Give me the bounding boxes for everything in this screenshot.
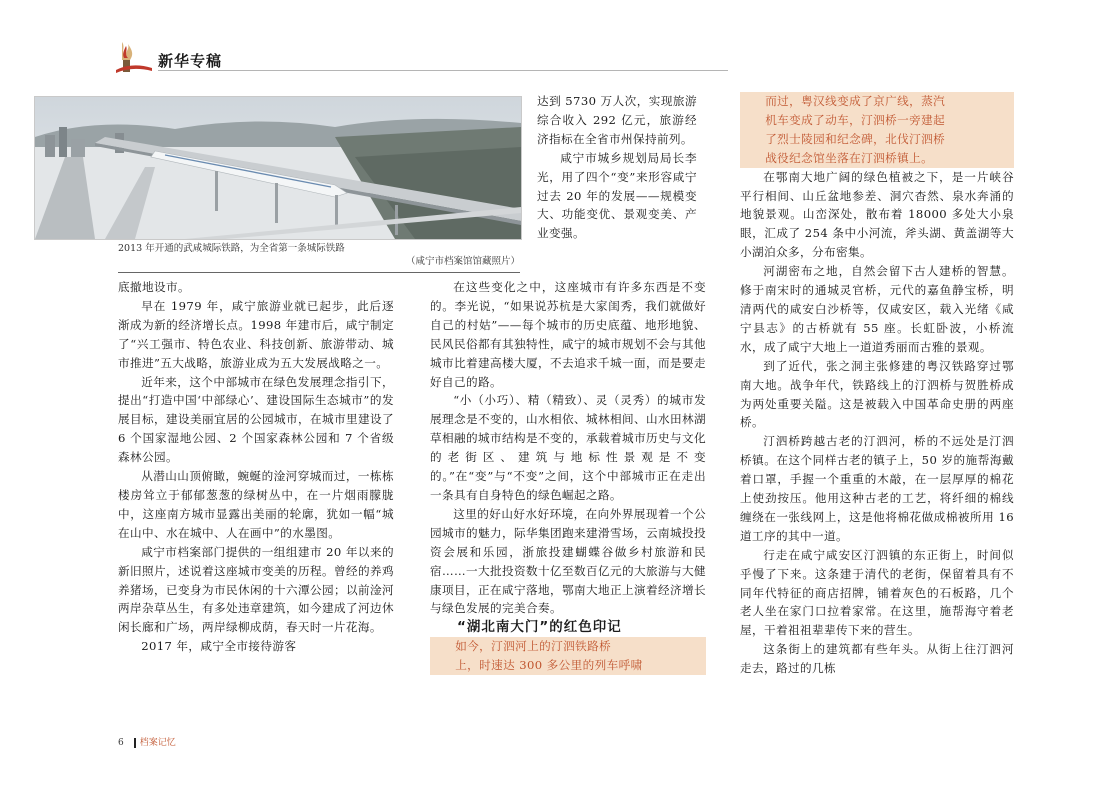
article-column-3 (740, 92, 1014, 678)
paragraph: 这条街上的建筑都有些年头。从街上往汀泗河走去，路过的几栋 (740, 642, 1014, 676)
highlighted-line: 上，时速达 300 多公里的列车呼啸 (430, 656, 706, 675)
article-column-1 (118, 278, 394, 656)
paragraph: 在这些变化之中，这座城市有许多东西是不变的。李光说，“如果说苏杭是大家闺秀，我们就做好自己的村姑”——每个城市的历史底蕴、地形地貌、民风民俗都有其独特性，咸宁的城市规划不会与其他城市比着建高楼大厦，不去追求千城一面，而是要走好自己的路。 (430, 280, 706, 389)
highlighted-line: 如今，汀泗河上的汀泗铁路桥 (430, 637, 706, 656)
paragraph: 从潜山山顶俯瞰，蜿蜒的淦河穿城而过，一栋栋楼房耸立于郁郁葱葱的绿树丛中，在一片烟雨朦胧中，这座南方城市显露出美丽的轮廓，犹如一幅“城在山中、水在城中、人在画中”的水墨图。 (118, 469, 394, 540)
article-column-2 (430, 278, 706, 675)
paragraph: 近年来，这个中部城市在绿色发展理念指引下，提出“打造中国‘中部绿心’、建设国际生态城市”的发展目标，建设美丽宜居的公园城市，在城市里建设了 6 个国家湿地公园、2 个国家森林公园和 7 个省级森林公园。 (118, 374, 394, 465)
paragraph: 2017 年，咸宁全市接待游客 (141, 639, 297, 654)
header-divider (158, 70, 728, 71)
page-number: 6 (118, 738, 124, 748)
section-header (112, 40, 732, 74)
paragraph: 底撤地设市。 (118, 280, 190, 294)
article-column-2-top (537, 92, 697, 243)
paragraph: 达到 5730 万人次，实现旅游综合收入 292 亿元，旅游经济指标在全省市州保持前列。 (537, 94, 697, 146)
paragraph: 早在 1979 年，咸宁旅游业就已起步，此后逐渐成为新的经济增长点。1998 年建市后，咸宁制定了“兴工强市、特色农业、科技创新、旅游带动、城市推进”五大战略，旅游业成为五大发展战略之一。 (118, 298, 394, 370)
paragraph: 咸宁市城乡规划局局长李光，用了四个“变”来形容咸宁过去 20 年的发展——规模变大、功能变优、景观变美、产业变强。 (537, 150, 697, 241)
paragraph: 汀泗桥跨越古老的汀泗河，桥的不远处是汀泗桥镇。在这个同样古老的镇子上，50 岁的施帮海戴着口罩，手握一个重重的木敲，在一层厚厚的棉花上使劲按压。他用这种古老的工艺，将纤细的棉线缠绕在一张线网上，这是他将棉花做成棉被所用 16 道工序的其中一道。 (740, 434, 1014, 543)
paragraph: 这里的好山好水好环境，在向外界展现着一个公园城市的魅力，际华集团跑来建滑雪场，云南城投投资会展和乐园，浙旅投建蝴蝶谷做乡村旅游和民宿……一大批投资数十亿至数百亿元的大旅游与大健康项目，正在咸宁落地，鄂南大地正上演着经济增长与绿色发展的完美合奏。 (430, 506, 706, 616)
railway-photo (34, 96, 522, 240)
highlighted-line: 战役纪念馆坐落在汀泗桥镇上。 (740, 149, 1014, 168)
highlighted-line: 机车变成了动车，汀泗桥一旁建起 (740, 111, 1014, 130)
highlighted-passage (740, 92, 1014, 168)
footer-divider (134, 738, 136, 748)
highlighted-line: 了烈士陵园和纪念碑，北伐汀泗桥 (740, 130, 1014, 149)
railway-photo-illustration (35, 97, 521, 239)
highlighted-passage (430, 637, 706, 675)
caption-divider (118, 272, 520, 273)
photo-credit: （咸宁市档案馆馆藏照片） (405, 256, 520, 267)
highlighted-line: 而过，粤汉线变成了京广线，蒸汽 (740, 92, 1014, 111)
page-footer (118, 735, 176, 748)
torch-logo-icon (112, 40, 154, 74)
paragraph: “小（小巧）、精（精致）、灵（灵秀）的城市发展理念是不变的，山水相依、城林相间、山水田林湖草相融的城市结构是不变的，承载着城市历史与文化的老街区、建筑与地标性景观是不变的。”在“变”与“不变”之间，这个中部城市正在走出一条具有自身特色的绿色崛起之路。 (430, 393, 706, 502)
paragraph: 到了近代，张之洞主张修建的粤汉铁路穿过鄂南大地。战争年代，铁路线上的汀泗桥与贺胜桥成为两处重要关隘。这是被载入中国革命史册的两座桥。 (740, 358, 1014, 430)
photo-caption (118, 242, 520, 268)
paragraph: 在鄂南大地广阔的绿色植被之下，是一片峡谷平行相间、山丘盆地参差、洞穴杳然、泉水奔涌的地貌景观。山峦深处，散布着 18000 多处大小泉眼，汇成了 254 条中小河流，斧头湖、黄盖湖等大小湖泊众多，分布密集。 (740, 169, 1014, 260)
photo-caption-line: 2013 年开通的武咸城际铁路，为全省第一条城际铁路 (118, 243, 345, 254)
paragraph: 行走在咸宁咸安区汀泗镇的东正街上，时间似乎慢了下来。这条建于清代的老街，保留着具有不同年代特征的商店招牌，铺着灰色的石板路，几个老人坐在家门口拉着家常。在这里，施帮海守着老屋，干着祖祖辈辈传下来的营生。 (740, 547, 1014, 638)
magazine-name: 档案记忆 (139, 738, 176, 748)
paragraph: 咸宁市档案部门提供的一组组建市 20 年以来的新旧照片，述说着这座城市变美的历程。曾经的养鸡养猪场，已变身为市民休闲的十六潭公园；以前淦河两岸杂草丛生，有多处违章建筑，如今建成了河边休闲长廊和广场，两岸绿柳成荫，春天时一片花海。 (118, 544, 394, 635)
section-title: 新华专稿 (158, 52, 223, 70)
paragraph: 河湖密布之地，自然会留下古人建桥的智慧。修于南宋时的通城灵官桥，元代的嘉鱼静宝桥，明清两代的咸安白沙桥等，仅咸安区，载入光绪《咸宁县志》的古桥就有 55 座。长虹卧波，小桥流水，成了咸宁大地上一道道秀丽而古雅的景观。 (740, 264, 1014, 354)
section-subheading: “湖北南大门”的红色印记 (457, 619, 622, 636)
